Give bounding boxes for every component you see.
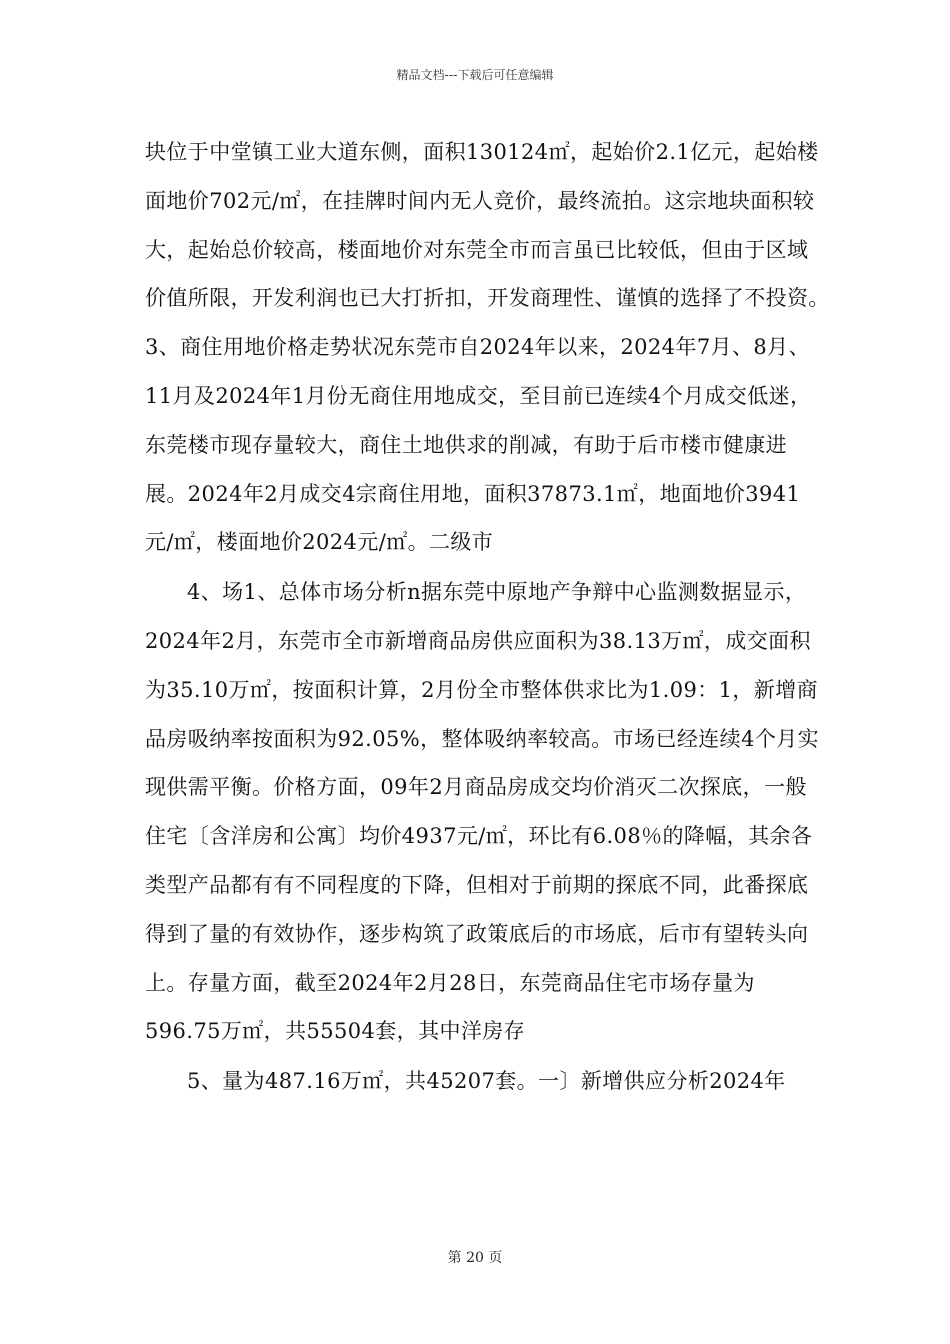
paragraph-3: 5、量为487.16万㎡，共45207套。一〕新增供应分析2024年 [187, 1069, 786, 1094]
page-number: 第 20 页 [447, 1250, 503, 1266]
document-body [145, 128, 841, 1106]
paragraph-1: 块位于中堂镇工业大道东侧，面积130124㎡，起始价2.1亿元，起始楼面地价702元/㎡，在挂牌时间内无人竞价，最终流拍。这宗地块面积较大，起始总价较高，楼面地价对东莞全市而言虽已比较低，但由于区域价值所限，开发利润也已大打折扣，开发商理性、谨慎的选择了不投资。 3、商住用地价格走势状况东莞市自2024年以来，2024年7月、8月、11月及2024年1月份无商住用地成交，至目前已连续4个月成交低迷，东莞楼市现存量较大，商住土地供求的削减，有助于后市楼市健康进展。2024年2月成交4宗商住用地，面积37873.1㎡，地面地价3941元/㎡，楼面地价2024元/㎡。二级市 [145, 140, 841, 555]
page-header: 精品文档---下载后可任意编辑 [396, 68, 554, 82]
paragraph-2: 4、场1、总体市场分析n据东莞中原地产争辩中心监测数据显示，2024年2月，东莞市全市新增商品房供应面积为38.13万㎡，成交面积为35.10万㎡，按面积计算，2月份全市整体供求比为1.09：1，新增商品房吸纳率按面积为92.05%，整体吸纳率较高。市场已经连续4个月实现供需平衡。价格方面，09年2月商品房成交均价消灭二次探底，一般住宅〔含洋房和公寓〕均价4937元/㎡，环比有6.08％的降幅，其余各类型产品都有有不同程度的下降，但相对于前期的探底不同，此番探底得到了量的有效协作，逐步构筑了政策底后的市场底，后市有望转头向上。存量方面，截至2024年2月28日，东莞商品住宅市场存量为596.75万㎡，共55504套，其中洋房存 [145, 580, 820, 1044]
